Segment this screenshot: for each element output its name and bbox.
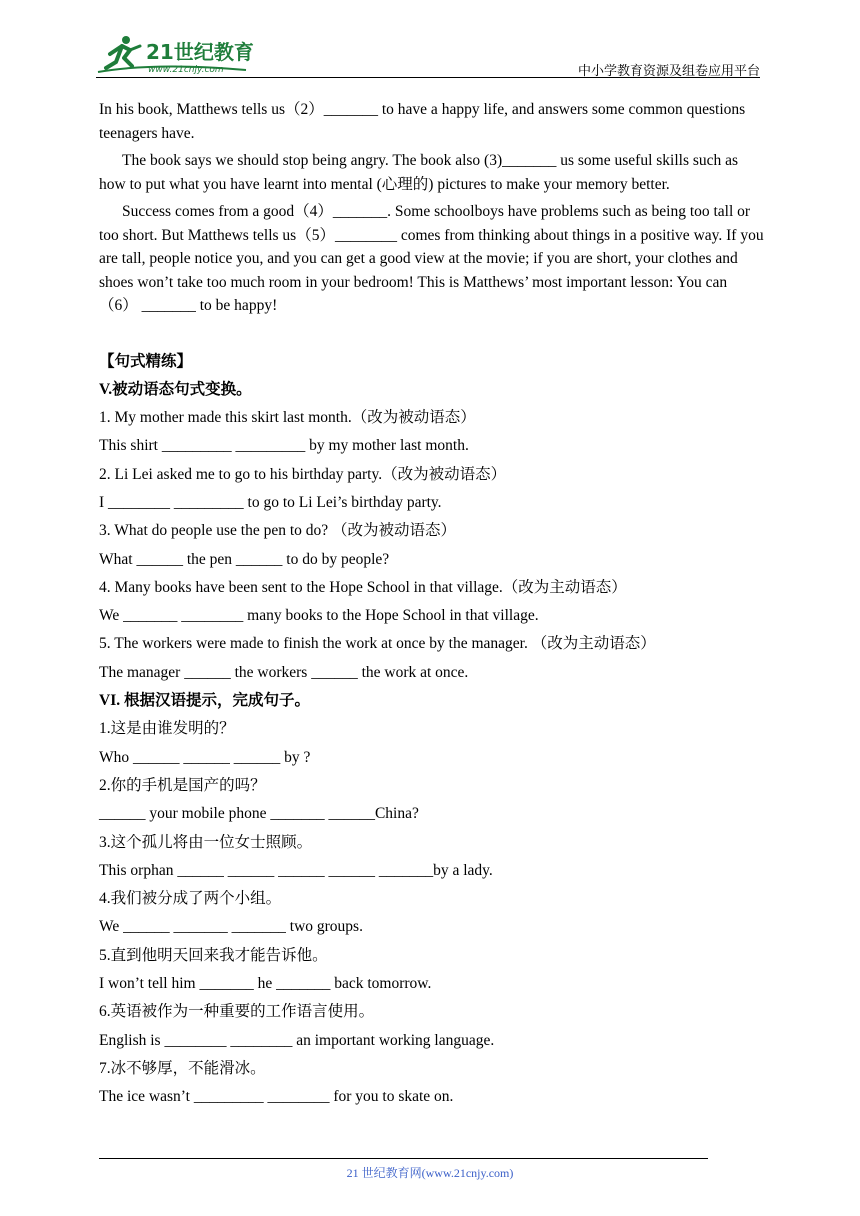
logo-text: 21世纪教育 <box>146 40 254 64</box>
exercise-line: 2.你的手机是国产的吗？ <box>99 776 266 794</box>
exercise-line: 7.冰不够厚，不能滑冰。 <box>99 1059 266 1077</box>
footer-divider <box>99 1158 708 1159</box>
exercise-line: We _______ ________ many books to the Hope School in that village. <box>99 607 539 625</box>
exercise-line: 6.英语被作为一种重要的工作语言使用。 <box>99 1003 375 1021</box>
exercise-line: 1. My mother made this skirt last month.（改为被动语态） <box>99 409 476 427</box>
exercise-line: 3.这个孤儿将由一位女士照顾。 <box>99 833 313 851</box>
logo-21cnjy <box>96 32 266 76</box>
exercise-line: 1.这是由谁发明的？ <box>99 720 235 738</box>
exercise-line: 4. Many books have been sent to the Hope School in that village.（改为主动语态） <box>99 578 627 596</box>
passage-paragraph-2: The book says we should stop being angry. The book also (3)_______ us some useful skills such as how to put what you have learnt into mental (心理的) pictures to make your memory better. <box>99 152 739 193</box>
exercise-line: Who ______ ______ ______ by ? <box>99 748 311 766</box>
exercise-line: The manager ______ the workers ______ the work at once. <box>99 663 469 681</box>
section-6-title: VI. 根据汉语提示，完成句子。 <box>99 692 310 710</box>
passage-paragraph-3: Success comes from a good（4）_______. Some schoolboys have problems such as being too tall or too short. But Matthews tells us（5）________ comes from thinking about things in a positive way. If you are tall, people notice you, and you can get a good view at the movie; if you are short, your clothes and shoes won’t take too much room in your bedroom! This is Matthews’ most important lesson: You can（6） _______ to be happy! <box>99 203 764 314</box>
document-body <box>99 98 764 1112</box>
exercise-line: ______ your mobile phone _______ ______China? <box>99 805 419 823</box>
exercise-line: This shirt _________ _________ by my mother last month. <box>99 437 469 455</box>
header-divider <box>96 77 760 78</box>
exercise-line: 3. What do people use the pen to do? （改为被动语态） <box>99 522 457 540</box>
footer-text[interactable]: 21 世纪教育网(www.21cnjy.com) <box>346 1166 514 1180</box>
exercise-line: We ______ _______ _______ two groups. <box>99 918 363 936</box>
page-header <box>96 32 760 78</box>
exercise-line: 2. Li Lei asked me to go to his birthday party.（改为被动语态） <box>99 465 507 483</box>
platform-name: 中小学教育资源及组卷应用平台 <box>577 63 760 78</box>
exercise-line: 5. The workers were made to finish the work at once by the manager. （改为主动语态） <box>99 635 656 653</box>
exercise-line: English is ________ ________ an important working language. <box>99 1031 495 1049</box>
exercise-line: 4.我们被分成了两个小组。 <box>99 890 282 908</box>
exercise-line: I ________ _________ to go to Li Lei’s birthday party. <box>99 493 442 511</box>
exercise-line: The ice wasn’t _________ ________ for you to skate on. <box>99 1088 454 1106</box>
exercise-line: I won’t tell him _______ he _______ back tomorrow. <box>99 975 432 993</box>
passage-paragraph-1: In his book, Matthews tells us（2）_______ to have a happy life, and answers some common questions teenagers have. <box>99 101 746 142</box>
exercise-line: This orphan ______ ______ ______ ______ _______by a lady. <box>99 861 493 879</box>
section-heading: 【句式精练】 <box>99 352 193 370</box>
exercise-line: 5.直到他明天回来我才能告诉他。 <box>99 946 328 964</box>
logo-url: www.21cnjy.com <box>148 65 224 75</box>
section-5-title: V.被动语态句式变换。 <box>99 380 252 398</box>
exercise-line: What ______ the pen ______ to do by people? <box>99 550 390 568</box>
